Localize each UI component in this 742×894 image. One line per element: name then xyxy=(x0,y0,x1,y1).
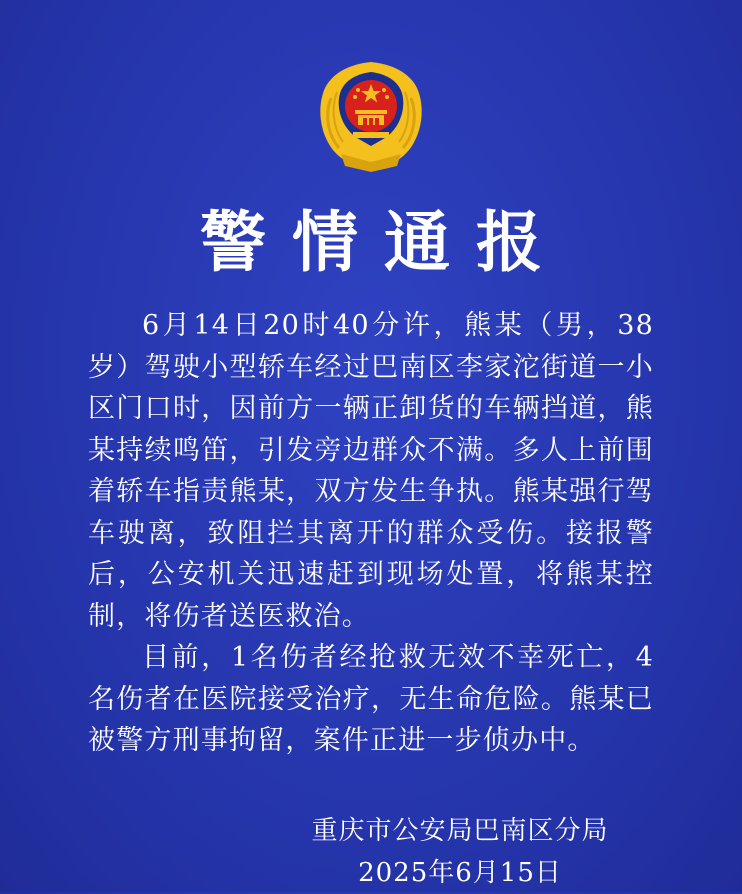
page-title: 警情通报 xyxy=(200,204,568,281)
police-emblem-icon xyxy=(311,58,431,176)
notice-signature xyxy=(300,810,620,894)
notice-body xyxy=(88,305,654,762)
notice-paragraph-2: 目前，1名伤者经抢救无效不幸死亡，4名伤者在医院接受治疗，无生命危险。熊某已被警方刑事拘留，案件正进一步侦办中。 xyxy=(88,642,654,756)
issuer-name: 重庆市公安局巴南区分局 xyxy=(311,816,609,846)
notice-paragraph-1: 6月14日20时40分许，熊某（男，38岁）驾驶小型轿车经过巴南区李家沱街道一小区门口时，因前方一辆正卸货的车辆挡道，熊某持续鸣笛，引发旁边群众不满。多人上前围着轿车指责熊某，双方发生争执。熊某强行驾车驶离，致阻拦其离开的群众受伤。接报警后，公安机关迅速赶到现场处置，将熊某控制，将伤者送医救治。 xyxy=(88,310,654,632)
issue-date: 2025年6月15日 xyxy=(358,858,562,888)
